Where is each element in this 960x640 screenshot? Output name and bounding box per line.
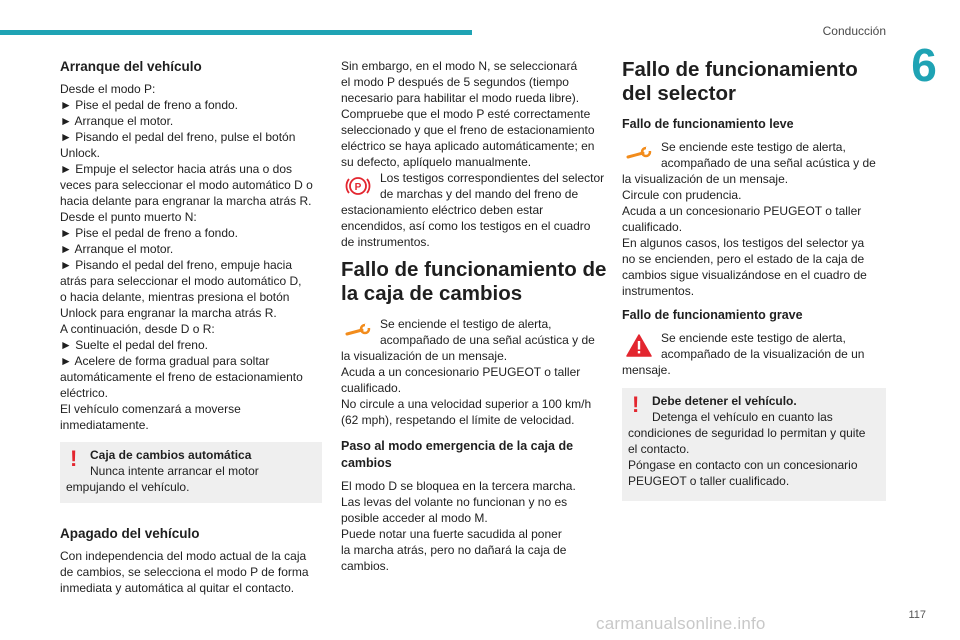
text-line: eléctrico se haya aplicado automáticamente; en xyxy=(341,139,595,153)
text-line: cambios. xyxy=(341,559,390,573)
text-line: no se encienden, pero el estado de la caja de xyxy=(622,252,865,266)
text-line: la visualización de un mensaje. xyxy=(622,172,789,186)
text-line: Las levas del volante no funcionan y no es xyxy=(341,495,568,509)
text-line: atrás para seleccionar el modo automático D, xyxy=(60,274,302,288)
exclamation-icon: ! xyxy=(632,392,640,417)
text-line: Unlock. xyxy=(60,146,101,160)
text-line: (62 mph), respetando el límite de velocidad. xyxy=(341,413,575,427)
text-line: El modo D se bloquea en la tercera marcha. xyxy=(341,479,576,493)
text-line: de marchas y del mando del freno de xyxy=(380,187,579,201)
heading-emergencia: Paso al modo emergencia de la caja de cambios xyxy=(341,439,574,470)
text-line: estacionamiento eléctrico deben estar xyxy=(341,203,544,217)
column-3 xyxy=(622,58,886,501)
text-line: Desde el modo P: xyxy=(60,82,156,96)
parking-brake-warning-icon xyxy=(341,171,375,201)
text-line: su defecto, aplíquelo manualmente. xyxy=(341,155,532,169)
page-number: 117 xyxy=(908,609,926,621)
text-line: inmediatamente. xyxy=(60,418,149,432)
text-line: necesario para habilitar el modo rueda libre). xyxy=(341,91,580,105)
wrench-service-icon xyxy=(622,140,656,170)
text-line: cualificado. xyxy=(622,220,683,234)
text-line: No circule a una velocidad superior a 100 km/h xyxy=(341,397,592,411)
exclamation-icon: ! xyxy=(70,446,78,471)
text-line: Sin embargo, en el modo N, se seleccionará xyxy=(341,59,578,73)
warning-text-line: el contacto. xyxy=(628,442,690,456)
warning-text-line: Póngase en contacto con un concesionario xyxy=(628,458,858,472)
text-line: ► Arranque el motor. xyxy=(60,114,174,128)
text-line: el modo P después de 5 segundos (tiempo xyxy=(341,75,569,89)
heading-apagado: Apagado del vehículo xyxy=(60,526,200,541)
parking-brake-paragraph xyxy=(341,170,607,250)
warning-text-line: empujando el vehículo. xyxy=(66,480,190,494)
text-line: A continuación, desde D o R: xyxy=(60,322,215,336)
text-line: ► Pise el pedal de freno a fondo. xyxy=(60,226,238,240)
heading-arranque: Arranque del vehículo xyxy=(60,59,202,74)
header-accent-bar xyxy=(0,30,472,35)
warning-text-line: condiciones de seguridad lo permitan y quite xyxy=(628,426,866,440)
text-line: de instrumentos. xyxy=(341,235,430,249)
text-line: acompañado de una señal acústica y de xyxy=(661,156,876,170)
warning-title: Caja de cambios automática xyxy=(90,448,252,462)
wrench-service-icon xyxy=(341,317,375,347)
chapter-number: 6 xyxy=(911,39,937,91)
text-line: Compruebe que el modo P esté correctamente xyxy=(341,107,591,121)
text-line: inmediata y automática al quitar el contacto. xyxy=(60,581,295,595)
apagado-text xyxy=(60,548,322,596)
warning-text-line: Detenga el vehículo en cuanto las xyxy=(652,410,833,424)
text-line: o hacia delante, mientras presiona el botón xyxy=(60,290,290,304)
column-2 xyxy=(341,58,607,574)
text-line: Acuda a un concesionario PEUGEOT o taller xyxy=(341,365,581,379)
text-line: seleccionado y que el freno de estacionamiento xyxy=(341,123,595,137)
text-line: instrumentos. xyxy=(622,284,695,298)
text-line: automáticamente el freno de estacionamiento xyxy=(60,370,303,384)
grave-paragraph xyxy=(622,330,886,378)
wrench-paragraph xyxy=(341,316,607,428)
emergencia-text xyxy=(341,478,607,574)
text-line: mensaje. xyxy=(622,363,671,377)
warning-text-line: PEUGEOT o taller cualificado. xyxy=(628,474,790,488)
warning-text-line: Nunca intente arrancar el motor xyxy=(90,464,259,478)
watermark: carmanualsonline.info xyxy=(596,614,766,633)
text-line: Se enciende este testigo de alerta, xyxy=(661,331,846,345)
heading-grave: Fallo de funcionamiento grave xyxy=(622,308,803,322)
arranque-text xyxy=(60,81,322,433)
text-line: Acuda a un concesionario PEUGEOT o taller xyxy=(622,204,862,218)
text-line: ► Pisando el pedal del freno, pulse el botón xyxy=(60,130,296,144)
text-line: acompañado de una señal acústica y de xyxy=(380,333,595,347)
text-line: Con independencia del modo actual de la caja xyxy=(60,549,307,563)
text-line: ► Empuje el selector hacia atrás una o dos xyxy=(60,162,293,176)
text-line: Los testigos correspondientes del selector xyxy=(380,171,605,185)
text-line: ► Arranque el motor. xyxy=(60,242,174,256)
text-line: posible acceder al modo M. xyxy=(341,511,488,525)
section-title: Conducción xyxy=(822,24,886,38)
column-1 xyxy=(60,58,322,596)
text-line: ► Pise el pedal de freno a fondo. xyxy=(60,98,238,112)
text-line: Unlock para engranar la marcha atrás R. xyxy=(60,306,277,320)
leve-paragraph xyxy=(622,139,886,299)
text-line: ► Suelte el pedal del freno. xyxy=(60,338,208,352)
intro-text xyxy=(341,58,607,170)
text-line: ► Acelere de forma gradual para soltar xyxy=(60,354,270,368)
text-line: Desde el punto muerto N: xyxy=(60,210,197,224)
text-line: eléctrico. xyxy=(60,386,109,400)
text-line: hacia delante para engranar la marcha atrás R. xyxy=(60,194,312,208)
text-line: En algunos casos, los testigos del selector ya xyxy=(622,236,865,250)
text-line: cambios sigue visualizándose en el cuadro de xyxy=(622,268,867,282)
warning-title: Debe detener el vehículo. xyxy=(652,394,797,408)
heading-fallo-selector: Fallo de funcionamiento del selector xyxy=(622,58,858,105)
warning-triangle-icon xyxy=(622,331,656,361)
text-line: Circule con prudencia. xyxy=(622,188,742,202)
heading-fallo-caja: Fallo de funcionamiento de la caja de cambios xyxy=(341,258,607,305)
text-line: Se enciende este testigo de alerta, xyxy=(661,140,846,154)
text-line: encendidos, así como los testigos en el cuadro xyxy=(341,219,591,233)
text-line: veces para seleccionar el modo automático D o xyxy=(60,178,313,192)
warning-box-caja xyxy=(60,442,322,503)
text-line: El vehículo comenzará a moverse xyxy=(60,402,241,416)
warning-box-detener xyxy=(622,388,886,501)
text-line: ► Pisando el pedal del freno, empuje hacia xyxy=(60,258,293,272)
text-line: cualificado. xyxy=(341,381,402,395)
text-line: Puede notar una fuerte sacudida al poner xyxy=(341,527,562,541)
text-line: la marcha atrás, pero no dañará la caja de xyxy=(341,543,567,557)
svg-text:P: P xyxy=(354,182,362,193)
text-line: Se enciende el testigo de alerta, xyxy=(380,317,552,331)
heading-leve: Fallo de funcionamiento leve xyxy=(622,117,794,131)
text-line: acompañado de la visualización de un xyxy=(661,347,865,361)
text-line: de cambios, se selecciona el modo P de forma xyxy=(60,565,309,579)
text-line: la visualización de un mensaje. xyxy=(341,349,508,363)
